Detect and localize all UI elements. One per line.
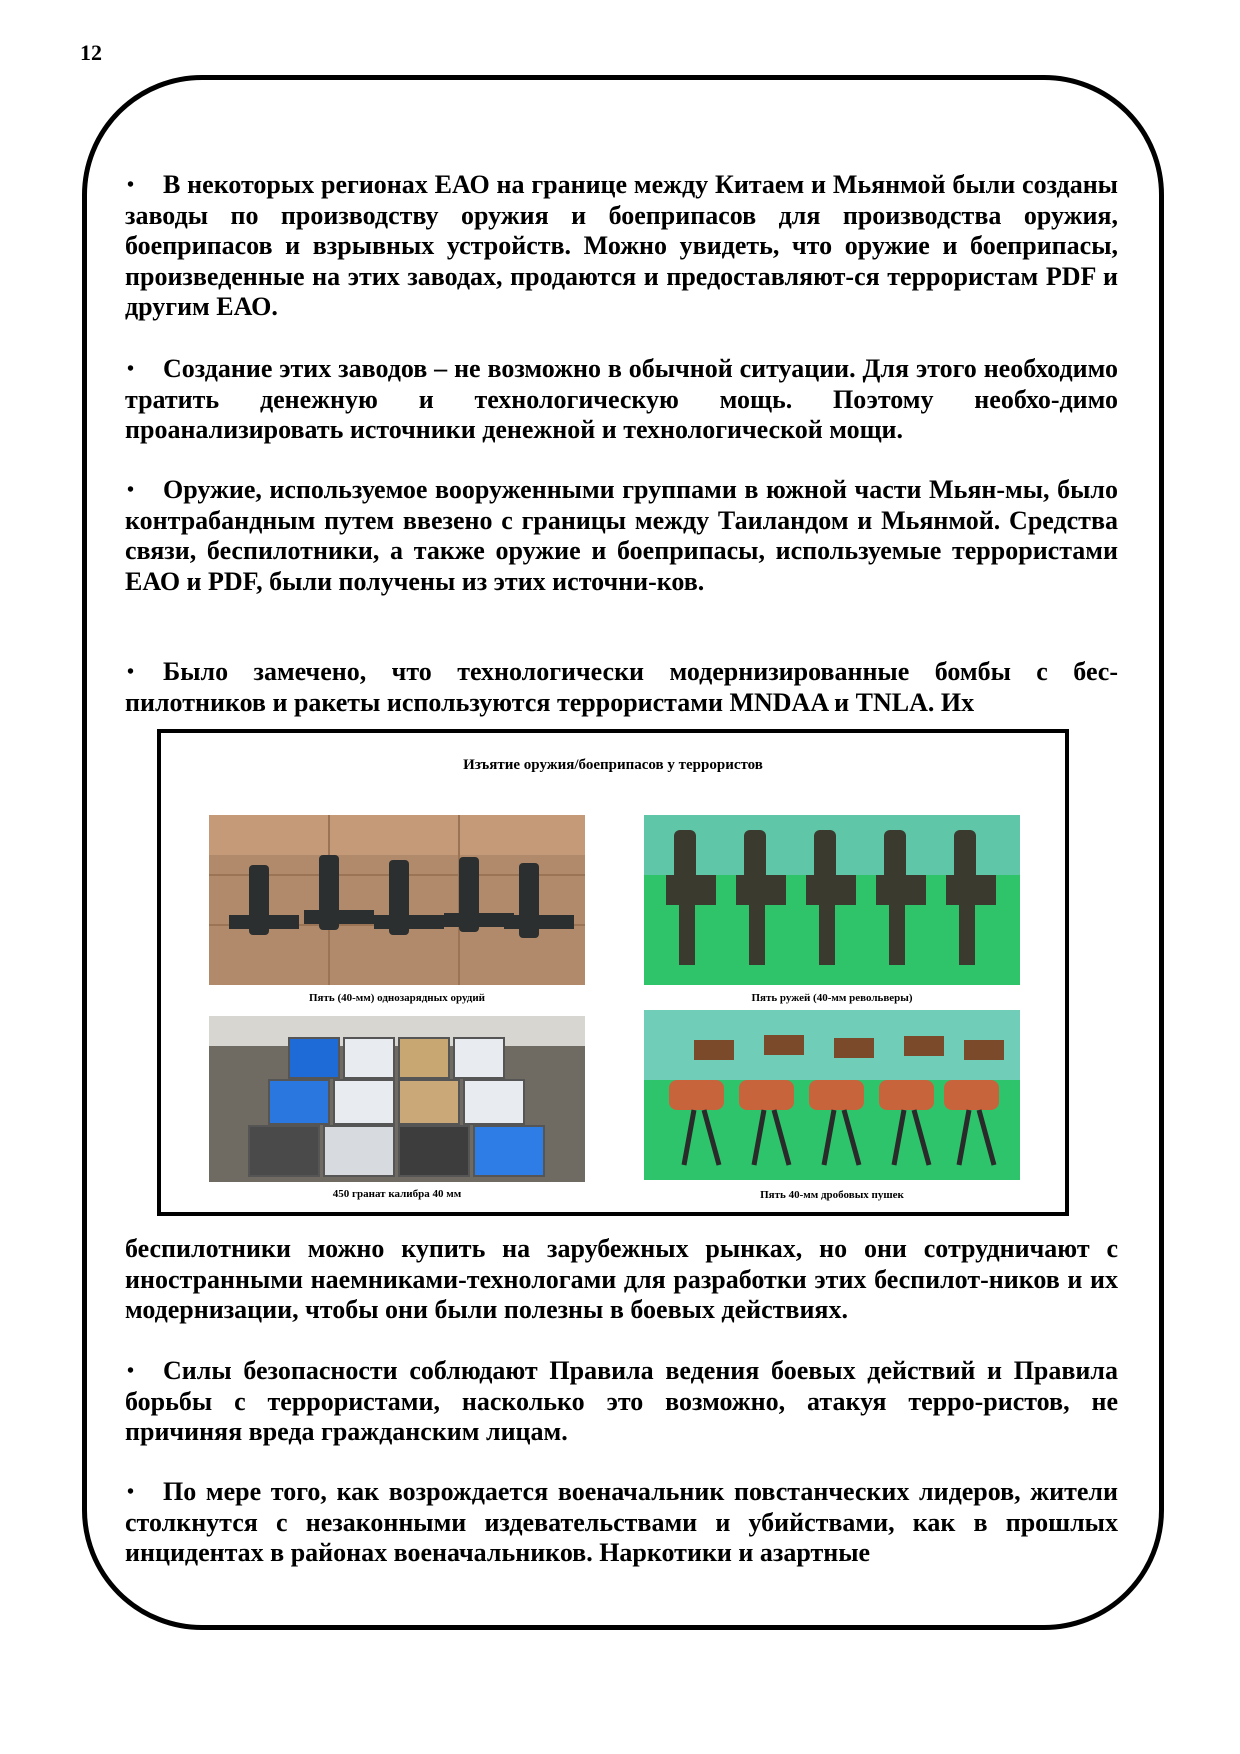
paragraph-6: [125, 1477, 1118, 1569]
page-number: 12: [80, 40, 102, 65]
photo-shotguns: [644, 1010, 1020, 1180]
photo-grenade-boxes: [209, 1016, 585, 1182]
bullet-icon: •: [127, 1481, 135, 1503]
bullet-icon: •: [127, 1360, 135, 1382]
paragraph-text: По мере того, как возрождается военачальник повстанческих лидеров, жители столкнутся с незаконными издевательствами и убийствами, как в прошлых инцидентах в районах военачальников. Наркотики и азартные: [125, 1477, 1118, 1567]
paragraph-4-continued: [125, 1234, 1118, 1326]
seized-weapons-figure: [157, 729, 1069, 1216]
paragraph-text: В некоторых регионах ЕАО на границе между Китаем и Мьянмой были созданы заводы по производству оружия и боеприпасов для производства оружия, боеприпасов и взрывных устройств. Можно увидеть, что оружие и боеприпасы, произведенные на этих заводах, продаются и предоставляют-ся террористам PDF и другим ЕАО.: [125, 170, 1118, 321]
figure-title: Изъятие оружия/боеприпасов у террористов: [463, 757, 763, 773]
caption-3: 450 гранат калибра 40 мм: [332, 1188, 462, 1200]
bullet-icon: •: [127, 174, 135, 196]
paragraph-4: [125, 657, 1118, 718]
bullet-icon: •: [127, 661, 135, 683]
paragraph-text: Оружие, используемое вооруженными группами в южной части Мьян-мы, было контрабандным путем ввезено с границы между Таиландом и Мьянмой. Средства связи, беспилотники, а также оружие и боеприпасы, используемые террористами ЕАО и PDF, были получены из этих источни-ков.: [125, 475, 1118, 596]
caption-4: Пять 40-мм дробовых пушек: [760, 1189, 904, 1201]
paragraph-1: [125, 170, 1118, 323]
photo-single-shot-launchers: [209, 815, 585, 985]
paragraph-3: [125, 475, 1118, 597]
paragraph-text: Было замечено, что технологически модернизированные бомбы с бес-пилотников и ракеты используются террористами MNDAA и TNLA. Их: [125, 657, 1118, 717]
caption-2: Пять ружей (40-мм револьверы): [751, 992, 913, 1004]
photo-revolver-launchers: [644, 815, 1020, 985]
paragraph-2: [125, 354, 1118, 446]
bullet-icon: •: [127, 358, 135, 380]
paragraph-5: [125, 1356, 1118, 1448]
paragraph-text: беспилотники можно купить на зарубежных рынках, но они сотрудничают с иностранными наемниками-технологами для разработки этих беспилот-ников и их модернизации, чтобы они были полезны в боевых действиях.: [125, 1234, 1118, 1324]
paragraph-text: Создание этих заводов – не возможно в обычной ситуации. Для этого необходимо тратить денежную и технологическую мощь. Поэтому необхо-димо проанализировать источники денежной и технологической мощи.: [125, 354, 1118, 444]
bullet-icon: •: [127, 479, 135, 501]
paragraph-text: Силы безопасности соблюдают Правила ведения боевых действий и Правила борьбы с террористами, насколько это возможно, атакуя терро-ристов, не причиняя вреда гражданским лицам.: [125, 1356, 1118, 1446]
caption-1: Пять (40-мм) однозарядных орудий: [308, 992, 486, 1004]
